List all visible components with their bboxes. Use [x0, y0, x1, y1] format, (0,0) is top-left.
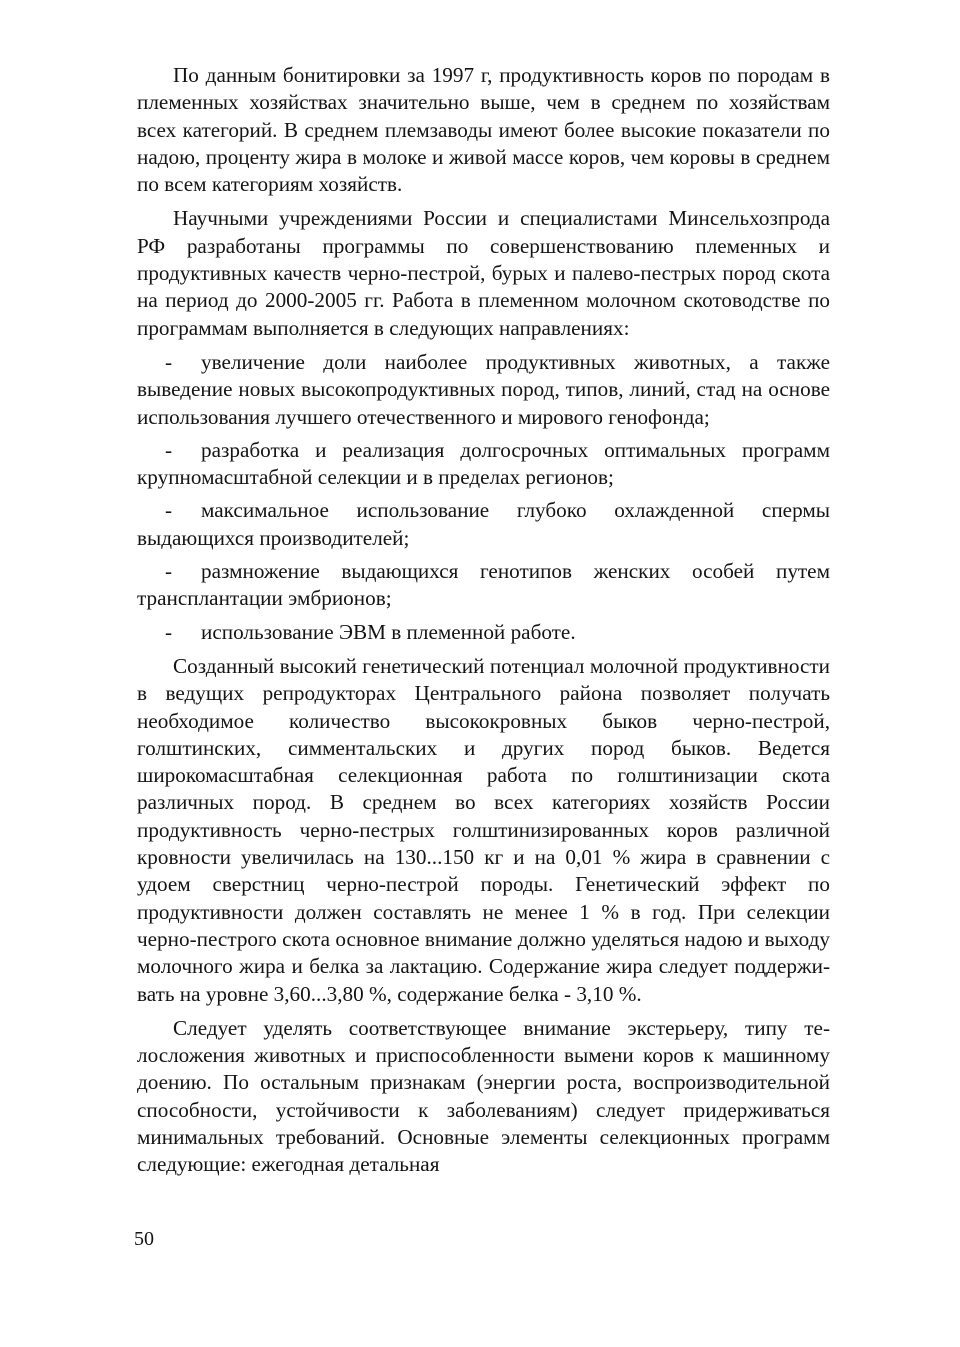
list-item	[137, 619, 830, 646]
list-dash: -	[165, 437, 173, 462]
list-item-text: размножение выдающихся генотипов женских особей путем трансплантации эмбрионов;	[137, 559, 830, 611]
page-number: 50	[134, 1228, 154, 1250]
list-item	[137, 437, 830, 492]
page-body	[137, 62, 830, 1186]
list-item	[137, 558, 830, 613]
list-dash: -	[165, 498, 173, 523]
paragraph-genetic-potential: Созданный высокий генетический потенциал молочной продуктивности в ведущих репродукторах Центрального района позволяет получать необходимое количество высококровных быков черно-пестрой, голштинских, симментальских и других пород быков. Ведется широкомасштабная селекционная работа по голштинизации скота различных пород. В среднем во всех категориях хозяйств России продуктивность черно-пестрых голштинизированных коров различной кровности увеличилась на 130...150 кг и на 0,01 % жира в сравнении с удоем сверстниц черно-пестрой породы. Генетический эффект по продуктивности должен составлять не менее 1 % в год. При селекции черно-пестрого скота основное внимание должно уделяться надою и выходу молочного жира и белка за лактацию. Содержание жира следует поддерживать на уровне 3,60...3,80 %, содержание белка - 3,10 %.	[137, 653, 830, 1006]
list-item	[137, 497, 830, 552]
paragraph-breeding-programs: Научными учреждениями России и специалистами Минсельхозпрода РФ разработаны программы по совершенствованию племенных и продуктивных качеств черно-пестрой, бурых и палево-пестрых пород скота на период до 2000-2005 гг. Работа в племенном молочном скотоводстве по программам выполняется в следующих направлениях:	[137, 206, 830, 340]
directions-list	[137, 349, 830, 646]
list-dash: -	[165, 619, 173, 644]
list-item	[137, 349, 830, 431]
list-dash: -	[165, 349, 173, 374]
list-item-text: увеличение доли наиболее продуктивных животных, а также выведение новых высокопродуктивных пород, типов, линий, стад на основе использования лучшего отечественного и мирового генофонда;	[137, 349, 830, 429]
list-item-text: разработка и реализация долгосрочных оптимальных программ крупномасштабной селекции и в пределах регионов;	[137, 437, 830, 490]
paragraph-exterior: Следует уделять соответствующее внимание экстерьеру, типу телосложения животных и приспособленности вымени коров к машинному доению. По остальным признакам (энергии роста, воспроизводительной способности, устойчивости к заболеваниям) следует придерживаться минимальных требований. Основные элементы селекционных программ следующие: ежегодная детальная	[137, 1015, 830, 1177]
list-dash: -	[165, 559, 173, 584]
list-item-text: использование ЭВМ в племенной работе.	[201, 619, 576, 644]
list-item-text: максимальное использование глубоко охлажденной спермы выдающихся производителей;	[137, 498, 830, 550]
paragraph-breeding-1997: По данным бонитировки за 1997 г, продуктивность коров по породам в племенных хозяйствах значительно выше, чем в среднем по хозяйствам всех категорий. В среднем племзаводы имеют более высокие показатели по надою, проценту жира в молоке и живой массе коров, чем коровы в среднем по всем категориям хозяйств.	[137, 63, 830, 197]
